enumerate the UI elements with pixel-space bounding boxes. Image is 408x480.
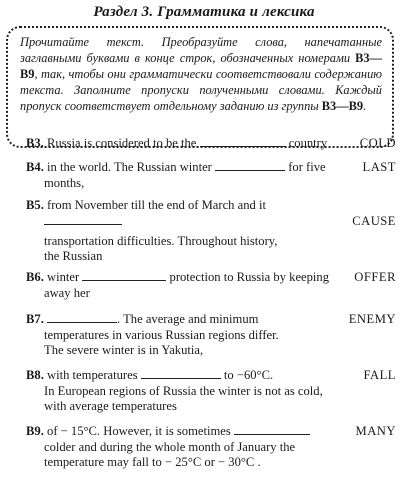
task-b8 xyxy=(26,368,398,415)
task-text: protection to Russia by keeping xyxy=(169,270,330,284)
task-number: B7. xyxy=(26,312,44,326)
section-title: Раздел 3. Грамматика и лексика xyxy=(93,4,315,20)
task-text: In European regions of Russia the winter is not as cold, xyxy=(44,383,323,398)
task-text: The severe winter is in Yakutia, xyxy=(44,343,204,357)
task-text: temperature may fall to − 25°C or − 30°C . xyxy=(44,455,261,469)
instruction-text-3: . xyxy=(363,99,367,113)
answer-blank-b7[interactable] xyxy=(47,312,117,323)
task-text: country xyxy=(288,136,328,150)
answer-blank-b6[interactable] xyxy=(82,270,166,281)
keyword-cold: COLD xyxy=(359,136,396,150)
instruction-box xyxy=(6,26,394,148)
task-b4 xyxy=(26,160,398,191)
keyword-many: MANY xyxy=(355,424,396,438)
task-text: colder and during the whole month of January the xyxy=(44,439,296,454)
keyword-cause: CAUSE xyxy=(352,214,396,228)
instruction-text-1: Прочитайте текст. Преобразуйте слова, напечатанные заглавными буквами в конце строк, обозначенных номерами xyxy=(20,35,382,65)
answer-blank-b5[interactable] xyxy=(44,214,122,225)
task-text: the Russian xyxy=(44,249,103,263)
keyword-fall: FALL xyxy=(363,368,396,382)
task-text: with temperatures xyxy=(47,368,138,382)
task-text: months, xyxy=(44,175,85,190)
task-number: B9. xyxy=(26,424,44,438)
task-text: transportation difficulties. Throughout history, xyxy=(44,233,278,248)
task-text: to −60°C. xyxy=(223,368,274,382)
answer-blank-b8[interactable] xyxy=(141,368,221,379)
task-text: from November till the end of March and it xyxy=(47,198,266,212)
task-b6 xyxy=(26,270,398,301)
keyword-last: LAST xyxy=(362,160,396,174)
task-b5 xyxy=(26,198,398,265)
task-text: with average temperatures xyxy=(44,399,177,413)
instruction-range-2: B3—B9 xyxy=(321,99,364,113)
task-b7 xyxy=(26,312,398,359)
task-b3 xyxy=(26,136,398,152)
task-text: for five xyxy=(288,160,326,174)
task-number: B8. xyxy=(26,368,44,382)
task-number: B4. xyxy=(26,160,44,174)
task-number: B3. xyxy=(26,136,44,150)
instruction-text-2: , так, чтобы они грамматически соответствовали содержанию текста. Заполните пропуски полученными словами. Каждый пропуск соответствует отдельному заданию из группы xyxy=(20,67,382,113)
answer-blank-b3[interactable] xyxy=(200,136,286,147)
task-text: of − 15°C. However, it is sometimes xyxy=(47,424,231,438)
task-text: away her xyxy=(44,285,90,300)
task-text: . The average and minimum xyxy=(117,312,259,326)
answer-blank-b9[interactable] xyxy=(234,424,310,435)
keyword-offer: OFFER xyxy=(354,270,396,284)
answer-blank-b4[interactable] xyxy=(215,160,285,171)
task-blank-line xyxy=(26,214,398,234)
task-text: temperatures in various Russian regions differ. xyxy=(44,327,279,342)
task-b9 xyxy=(26,424,398,471)
task-text: winter xyxy=(47,270,80,284)
task-number: B5. xyxy=(26,198,44,212)
task-number: B6. xyxy=(26,270,44,284)
instruction-range-1: B3—B9 xyxy=(20,51,382,81)
task-text: Russia is considered to be the xyxy=(47,136,197,150)
keyword-enemy: ENEMY xyxy=(348,312,396,326)
task-text: in the world. The Russian winter xyxy=(47,160,212,174)
